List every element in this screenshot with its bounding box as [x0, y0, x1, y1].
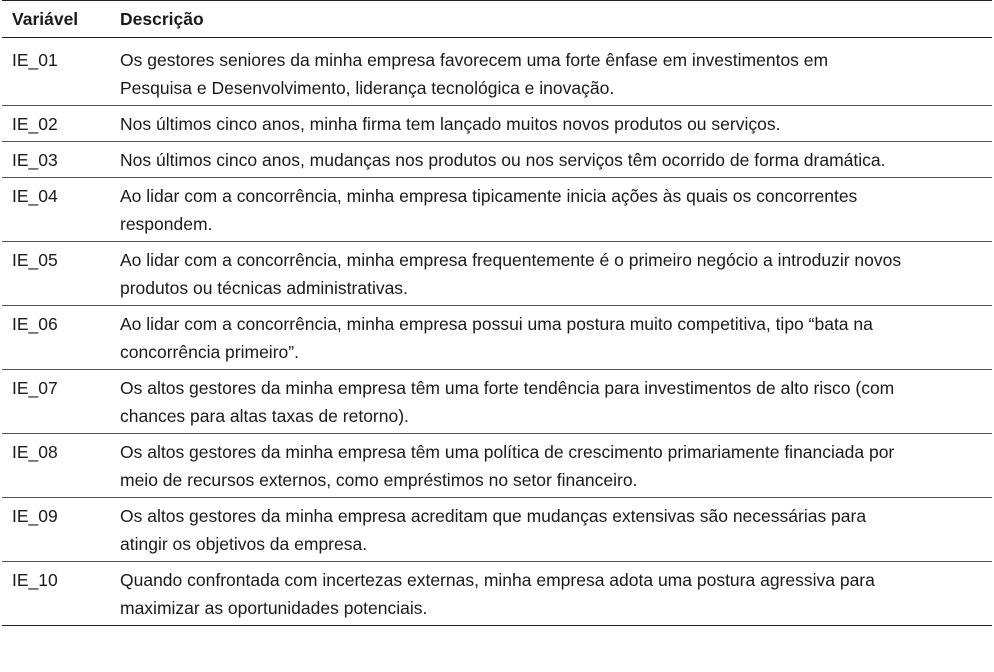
row-description: Ao lidar com a concorrência, minha empresa frequentemente é o primeiro negócio a introduzir novos produtos ou técnicas administrativas.	[120, 250, 902, 298]
table-row	[2, 178, 992, 242]
table-row	[2, 434, 992, 498]
row-description: Os altos gestores da minha empresa acreditam que mudanças extensivas são necessárias para atingir os objetivos da empresa.	[120, 506, 867, 554]
row-variable: IE_10	[12, 570, 58, 590]
table-row	[2, 306, 992, 370]
row-description: Os altos gestores da minha empresa têm uma política de crescimento primariamente financiada por meio de recursos externos, como empréstimos no setor financeiro.	[120, 442, 895, 490]
table-row	[2, 242, 992, 306]
table-row	[2, 498, 992, 562]
table-row	[2, 370, 992, 434]
row-description: Os gestores seniores da minha empresa favorecem uma forte ênfase em investimentos em Pesquisa e Desenvolvimento, liderança tecnológica e inovação.	[120, 50, 829, 98]
row-description: Os altos gestores da minha empresa têm uma forte tendência para investimentos de alto risco (com chances para altas taxas de retorno).	[120, 378, 895, 426]
table-header	[2, 0, 992, 38]
row-variable: IE_08	[12, 442, 58, 462]
row-variable: IE_01	[12, 50, 58, 70]
row-variable: IE_04	[12, 186, 58, 206]
row-variable: IE_07	[12, 378, 58, 398]
row-variable: IE_02	[12, 114, 58, 134]
row-description: Nos últimos cinco anos, minha firma tem lançado muitos novos produtos ou serviços.	[120, 114, 781, 134]
header-variable: Variável	[12, 9, 79, 29]
table-row	[2, 42, 992, 106]
variables-table	[2, 0, 992, 626]
row-description: Ao lidar com a concorrência, minha empresa tipicamente inicia ações às quais os concorrentes respondem.	[120, 186, 858, 234]
row-variable: IE_05	[12, 250, 58, 270]
row-description: Nos últimos cinco anos, mudanças nos produtos ou nos serviços têm ocorrido de forma dramática.	[120, 150, 886, 170]
table-row	[2, 562, 992, 626]
header-description: Descrição	[120, 9, 204, 29]
row-variable: IE_09	[12, 506, 58, 526]
row-variable: IE_03	[12, 150, 58, 170]
row-variable: IE_06	[12, 314, 58, 334]
row-description: Ao lidar com a concorrência, minha empresa possui uma postura muito competitiva, tipo “bata na concorrência primeiro”.	[120, 314, 873, 362]
row-description: Quando confrontada com incertezas externas, minha empresa adota uma postura agressiva para maximizar as oportunidades potenciais.	[120, 570, 875, 618]
table-row	[2, 106, 992, 142]
table-row	[2, 142, 992, 178]
